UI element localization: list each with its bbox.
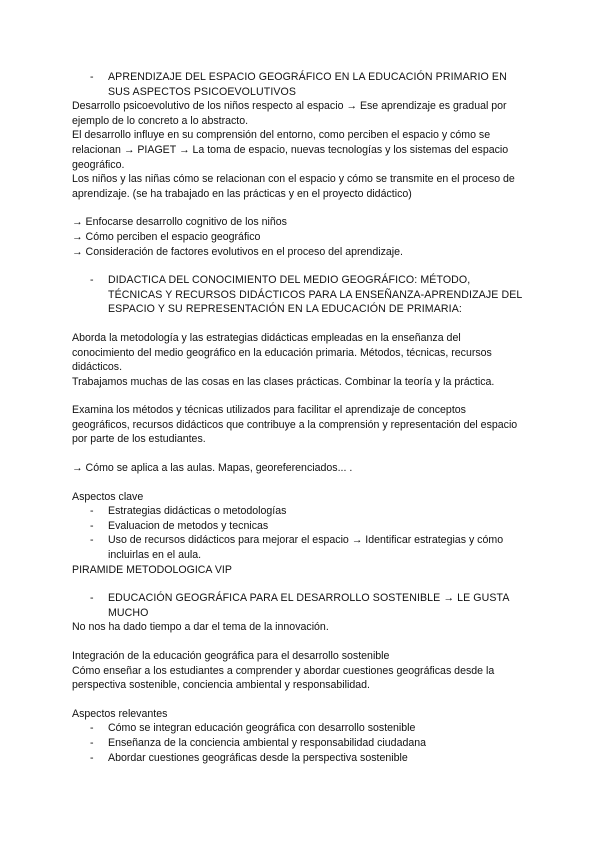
arrow-line: → Consideración de factores evolutivos en el proceso del aprendizaje. bbox=[72, 245, 403, 258]
paragraph: Trabajamos muchas de las cosas en las clases prácticas. Combinar la teoría y la práctica. bbox=[72, 375, 495, 388]
list-item: - Evaluacion de metodos y tecnicas bbox=[90, 519, 269, 532]
paragraph: Cómo enseñar a los estudiantes a comprender y abordar cuestiones geográficas desde la perspectiva sostenible, conciencia ambiental y responsabilidad. bbox=[72, 664, 495, 692]
paragraph: Aborda la metodología y las estrategias didácticas empleadas en la enseñanza del conocimiento del medio geográfico en la educación primaria. Métodos, técnicas, recursos didácticos. bbox=[72, 331, 492, 374]
list-item: - Cómo se integran educación geográfica con desarrollo sostenible bbox=[90, 722, 416, 735]
heading-text: DIDACTICA DEL CONOCIMIENTO DEL MEDIO GEOGRÁFICO: MÉTODO, TÉCNICAS Y RECURSOS DIDÁCTICOS PARA LA ENSEÑANZA-APRENDIZAJE DEL ESPACIO Y SU REPRESENTACIÓN EN LA EDUCACIÓN DE PRIMARIA: bbox=[108, 274, 522, 316]
list-item: - Abordar cuestiones geográficas desde la perspectiva sostenible bbox=[90, 751, 408, 764]
section-heading-1 bbox=[72, 70, 524, 99]
paragraph: Integración de la educación geográfica para el desarrollo sostenible bbox=[72, 650, 390, 662]
list-title: Aspectos relevantes bbox=[72, 707, 168, 720]
list-title: Aspectos clave bbox=[72, 490, 144, 503]
note: No nos ha dado tiempo a dar el tema de la innovación. bbox=[72, 621, 329, 634]
heading-text: EDUCACIÓN GEOGRÁFICA PARA EL DESARROLLO SOSTENIBLE → LE GUSTA MUCHO bbox=[108, 592, 509, 619]
bullet-dash: - bbox=[90, 274, 94, 287]
paragraph: El desarrollo influye en su comprensión del entorno, como perciben el espacio y cómo se relacionan → PIAGET → La toma de espacio, nuevas tecnologías y los sistemas del espacio geográfico. bbox=[72, 129, 509, 171]
document-page bbox=[72, 70, 524, 765]
section-heading-2 bbox=[72, 273, 524, 317]
arrow-line: → Cómo perciben el espacio geográfico bbox=[72, 230, 261, 243]
key-aspects-list bbox=[72, 504, 524, 562]
arrow-line: → Cómo se aplica a las aulas. Mapas, georeferenciados... . bbox=[72, 462, 353, 475]
list-item: - Uso de recursos didácticos para mejorar el espacio → Identificar estrategias y cómo incluirlas en el aula. bbox=[90, 534, 504, 562]
bullet-dash: - bbox=[90, 71, 94, 83]
relevant-aspects-list bbox=[72, 721, 524, 765]
heading-text: APRENDIZAJE DEL ESPACIO GEOGRÁFICO EN LA EDUCACIÓN PRIMARIO EN SUS ASPECTOS PSICOEVOLUTIVOS bbox=[108, 71, 507, 98]
arrow-line: → Enfocarse desarrollo cognitivo de los niños bbox=[72, 216, 287, 229]
list-item: - Estrategias didácticas o metodologías bbox=[90, 505, 287, 518]
pyramid-line: PIRAMIDE METODOLOGICA VIP bbox=[72, 563, 232, 576]
paragraph: Los niños y las niñas cómo se relacionan con el espacio y cómo se transmite en el proceso de aprendizaje. (se ha trabajado en las prácticas y en el proyecto didáctico) bbox=[72, 173, 515, 200]
paragraph: Examina los métodos y técnicas utilizados para facilitar el aprendizaje de conceptos geográficos, recursos didácticos que contribuye a la comprensión y representación del espacio por parte de los estudiantes. bbox=[72, 404, 518, 446]
bullet-dash: - bbox=[90, 592, 94, 605]
paragraph: Desarrollo psicoevolutivo de los niños respecto al espacio → Ese aprendizaje es gradual por ejemplo de lo concreto a lo abstracto. bbox=[72, 100, 507, 127]
section-heading-3 bbox=[72, 591, 524, 620]
list-item: - Enseñanza de la conciencia ambiental y responsabilidad ciudadana bbox=[90, 736, 427, 749]
